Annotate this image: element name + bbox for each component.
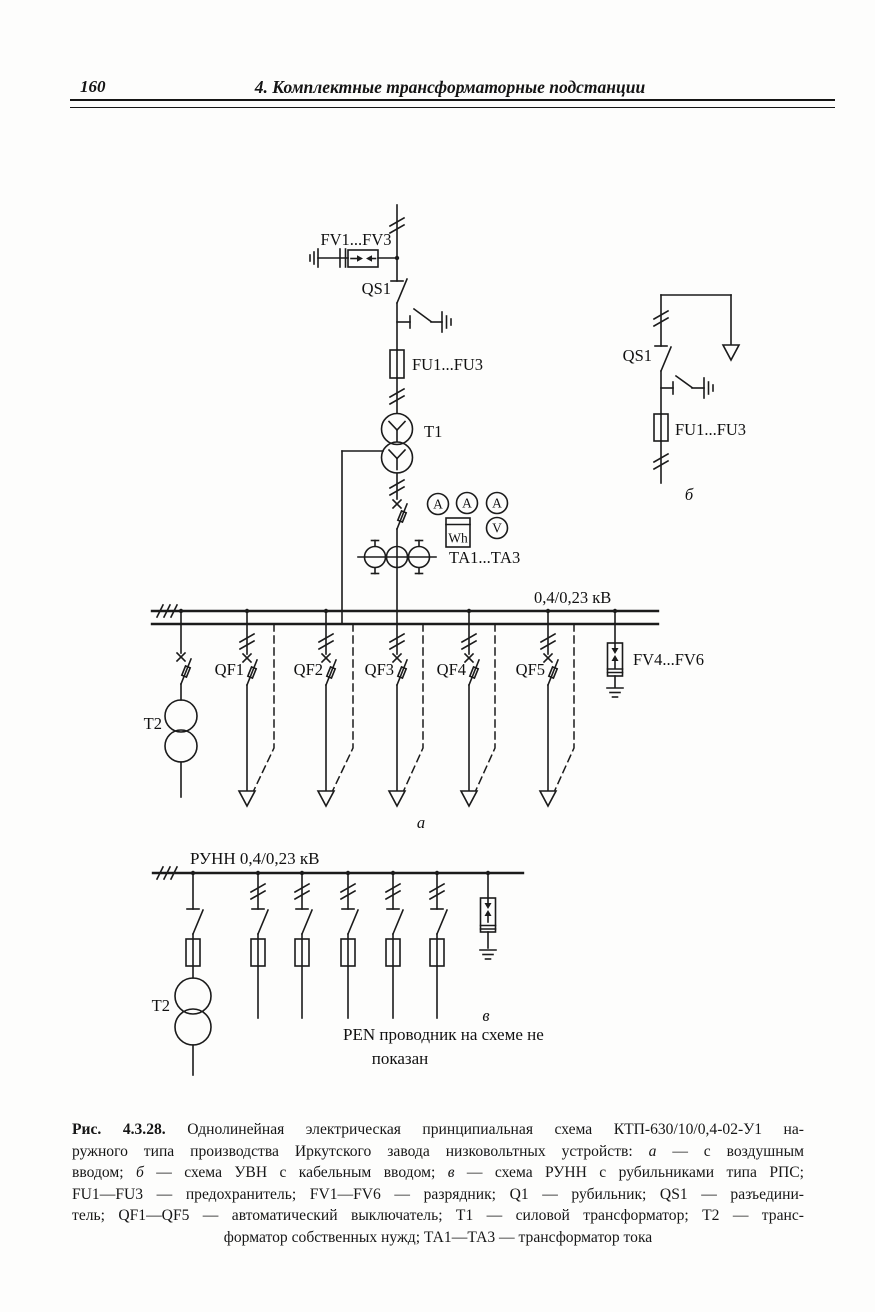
t2-branch-v <box>152 873 211 1075</box>
figure-number: Рис. 4.3.28. <box>72 1121 166 1138</box>
label-qs1-b: QS1 <box>622 346 652 365</box>
label-t1: T1 <box>424 422 443 441</box>
label-t2-v: T2 <box>151 996 170 1015</box>
caption-text-3b: — схема УВН с кабельным вводом; <box>156 1164 436 1182</box>
caption-part-a: а <box>648 1142 657 1160</box>
feeder-qf5 <box>516 611 574 806</box>
caption-line-5: тель; QF1—QF5 — автоматический выключатель; Т1 — силовой трансформатор; Т2 — транс- <box>72 1207 804 1225</box>
voltmeter-label: V <box>492 520 502 536</box>
fuse-fu1-fu3-b <box>654 414 746 483</box>
chapter-header: 4. Комплектные трансформаторные подстанции <box>254 77 646 97</box>
figure-caption <box>72 1119 804 1249</box>
label-fv1-fv3: FV1...FV3 <box>320 230 392 249</box>
diagram-v <box>152 849 544 1075</box>
label-fu1-fu3-b: FU1...FU3 <box>675 420 747 439</box>
label-fv4-fv6: FV4...FV6 <box>633 650 705 669</box>
label-bus-voltage: 0,4/0,23 кВ <box>534 588 612 607</box>
meters <box>428 493 508 548</box>
caption-text-3c: — схема РУНН с рубильниками типа РПС; <box>466 1164 804 1182</box>
ammeter-1-label: A <box>433 496 443 512</box>
feeder-qf2 <box>294 611 353 806</box>
caption-text-3a: вводом; <box>72 1164 124 1182</box>
hv-incoming-line <box>390 205 404 281</box>
caption-line-2 <box>72 1141 804 1163</box>
caption-part-v: в <box>447 1164 455 1182</box>
diagram-b <box>623 295 746 504</box>
part-label-v: в <box>482 1006 490 1025</box>
label-qf5: QF5 <box>515 660 545 679</box>
runn-feeder-5 <box>430 873 447 1018</box>
caption-text-2b: — с воздушным <box>672 1142 804 1160</box>
caption-line-6: форматор собственных нужд; ТА1—ТА3 — трансформатор тока <box>223 1228 653 1246</box>
t1-branch-conductor <box>342 451 383 624</box>
runn-busbar <box>153 867 523 879</box>
disconnector-qs1 <box>362 279 407 350</box>
feeder-qf4 <box>437 611 495 806</box>
disconnector-qs1-b <box>623 295 671 414</box>
caption-line-1 <box>72 1119 804 1141</box>
transformer-t1 <box>382 414 443 474</box>
label-t2: T2 <box>143 714 162 733</box>
runn-feeder-1 <box>251 873 268 1018</box>
arrester-runn <box>480 873 496 959</box>
runn-feeder-4 <box>386 873 403 1018</box>
pen-note-line1: PEN проводник на схеме не <box>343 1025 544 1044</box>
fuse-fu1-fu3 <box>390 350 483 413</box>
caption-text-2a: ружного типа производства Иркутского завода низковольтных устройств: <box>72 1142 633 1160</box>
page-number: 160 <box>80 77 106 96</box>
lv-busbar <box>152 588 658 624</box>
runn-feeder-2 <box>295 873 312 1018</box>
pen-note-line2: показан <box>371 1049 429 1068</box>
part-label-b: б <box>684 485 694 504</box>
feeder-qf3 <box>365 624 423 806</box>
switch-q1 <box>390 473 407 624</box>
diagram-a <box>144 205 704 832</box>
part-label-a: а <box>416 813 426 832</box>
current-transformers-ta1-ta3 <box>358 541 520 574</box>
earthing-switch <box>397 309 451 332</box>
caption-line-3 <box>72 1162 804 1184</box>
label-qf3: QF3 <box>364 660 394 679</box>
label-qf4: QF4 <box>436 660 466 679</box>
label-runn-bus: РУНН 0,4/0,23 кВ <box>190 849 320 868</box>
aux-transformer-t2-branch <box>144 611 197 797</box>
wh-meter-label: Wh <box>448 530 468 546</box>
label-qs1: QS1 <box>361 279 391 298</box>
label-qf2: QF2 <box>293 660 323 679</box>
earthing-switch-b <box>661 376 713 398</box>
label-fu1-fu3: FU1...FU3 <box>412 355 484 374</box>
label-qf1: QF1 <box>214 660 244 679</box>
ammeter-2-label: A <box>462 495 472 511</box>
caption-line-4: FU1—FU3 — предохранитель; FV1—FV6 — разрядник; Q1 — рубильник; QS1 — разъедини- <box>72 1185 804 1203</box>
caption-part-b: б <box>136 1164 144 1182</box>
runn-feeder-3 <box>341 873 358 1018</box>
arrester-fv1-fv3 <box>310 230 397 267</box>
cable-termination <box>723 295 739 360</box>
label-ta1-ta3: ТА1...ТА3 <box>449 548 521 567</box>
caption-text-1: Однолинейная электрическая принципиальная схема КТП-630/10/0,4-02-У1 на- <box>187 1121 804 1138</box>
feeder-qf1 <box>215 611 274 806</box>
ammeter-3-label: A <box>492 495 502 511</box>
